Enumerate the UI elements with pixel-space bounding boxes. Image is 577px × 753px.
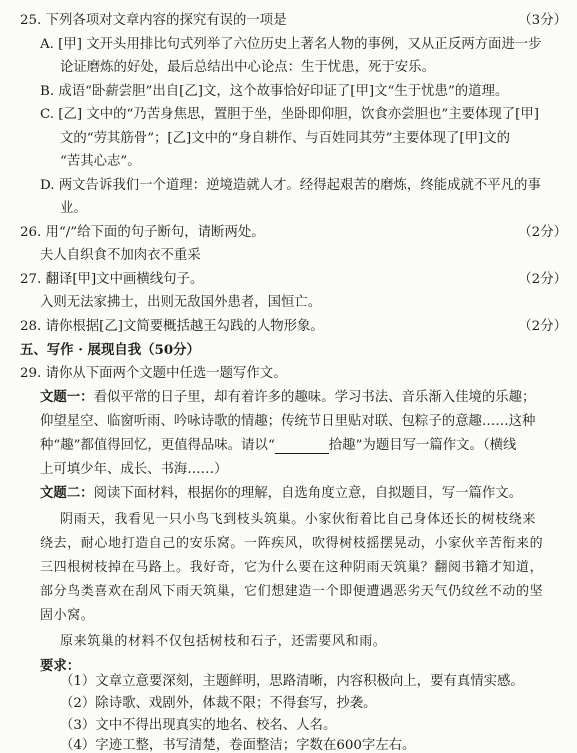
option-b-line-1: B. 成语“卧薪尝胆”出自[乙]文，这个故事恰好印证了[甲]文“生于忧患”的道理。	[40, 84, 509, 99]
material-line-5: 固小窝。	[40, 608, 95, 623]
topic-1-line-2: 仰望星空、临窗听雨、吟咏诗歌的情趣；传统节日里贴对联、包粽子的意趣……这种	[40, 414, 536, 429]
requirements-label: 要求：	[40, 658, 81, 674]
question-27-stem: 27. 翻译[甲]文中画横线句子。	[20, 272, 204, 287]
title-blank	[275, 438, 329, 454]
question-25-score: （3分）	[518, 13, 567, 28]
question-26-score: （2分）	[518, 225, 567, 240]
question-27-score: （2分）	[518, 272, 567, 287]
section-5-title: 五、写作 · 展现自我（50分）	[20, 342, 200, 358]
topic-2-label: 文题二：	[40, 485, 94, 501]
material-line-3: 三四根树枝掉在马路上。我好奇，它为什么要在这种阴雨天筑巢？翻阅书籍才知道，	[40, 560, 544, 575]
topic-1-line-4: 上可填少年、成长、书海……）	[40, 462, 228, 477]
requirement-3: （3）文中不得出现真实的地名、校名、人名。	[60, 718, 337, 733]
requirement-1: （1）文章立意要深刻，主题鲜明，思路清晰，内容积极向上，要有真情实感。	[60, 674, 524, 689]
requirement-2: （2）除诗歌、戏剧外，体裁不限；不得套写，抄袭。	[60, 696, 377, 711]
topic-1-text-1: 看似平常的日子里，却有着许多的趣味。学习书法、音乐渐入佳境的乐趣；	[93, 390, 536, 405]
question-26-stem: 26. 用“/”给下面的句子断句，请断两处。	[20, 225, 265, 240]
option-c-line-1: C. [乙] 文中的“乃苦身焦思，置胆于坐，坐卧即仰胆，饮食亦尝胆也”主要体现了[甲]	[40, 107, 540, 122]
option-a-line-1: A. [甲] 文开头用排比句式列举了六位历史上著名人物的事例，又从正反两方面进一步	[40, 37, 542, 52]
option-d-line-2: 业。	[60, 201, 87, 216]
question-28-score: （2分）	[518, 319, 567, 334]
material-line-2: 绕去，耐心地打造自己的安乐窝。一阵疾风，吹得树枝摇摆晃动，小家伙辛苦衔来的	[40, 536, 544, 551]
material-line-6: 原来筑巢的材料不仅包括树枝和石子，还需要风和雨。	[60, 634, 387, 649]
topic-1-line-3	[40, 434, 516, 454]
material-line-4: 部分鸟类喜欢在刮风下雨天筑巢，它们想建造一个即便遭遇恶劣天气仍纹丝不动的坚	[40, 584, 544, 599]
question-25-stem: 25. 下列各项对文章内容的探究有误的一项是	[20, 13, 287, 28]
topic-2-line-1	[40, 482, 522, 501]
topic-1-label: 文题一：	[40, 389, 94, 405]
option-c-line-3: “苦其心志”。	[60, 154, 141, 169]
question-27-sentence: 入则无法家拂士，出则无敌国外患者，国恒亡。	[40, 295, 322, 310]
requirement-4: （4）字迹工整，书写清楚，卷面整洁；字数在600字左右。	[60, 738, 416, 753]
question-26-sentence: 夫人自织食不加肉衣不重采	[40, 248, 201, 263]
question-28-stem: 28. 请你根据[乙]文简要概括越王勾践的人物形象。	[20, 319, 324, 334]
topic-1-text-3a: 种“趣”都值得回忆，更值得品味。请以“	[40, 438, 275, 453]
topic-1-text-3b: 拾趣”为题目写一篇作文。（横线	[328, 438, 517, 453]
option-c-line-2: 文的“劳其筋骨”；[乙]文中的“身自耕作、与百姓同其劳”主要体现了[甲]文的	[60, 131, 510, 146]
option-d-line-1: D. 两文告诉我们一个道理：逆境造就人才。经得起艰苦的磨炼，终能成就不平凡的事	[40, 178, 541, 193]
material-line-1: 阴雨天，我看见一只小鸟飞到枝头筑巢。小家伙衔着比自己身体还长的树枝绕来	[60, 512, 537, 527]
topic-2-text-1: 阅读下面材料，根据你的理解，自选角度立意，自拟题目，写一篇作文。	[93, 486, 523, 501]
option-a-line-2: 论证磨炼的好处，最后总结出中心论点：生于忧患，死于安乐。	[60, 60, 435, 75]
topic-1-line-1	[40, 386, 535, 405]
question-29-stem: 29. 请你从下面两个文题中任选一题写作文。	[20, 366, 287, 381]
